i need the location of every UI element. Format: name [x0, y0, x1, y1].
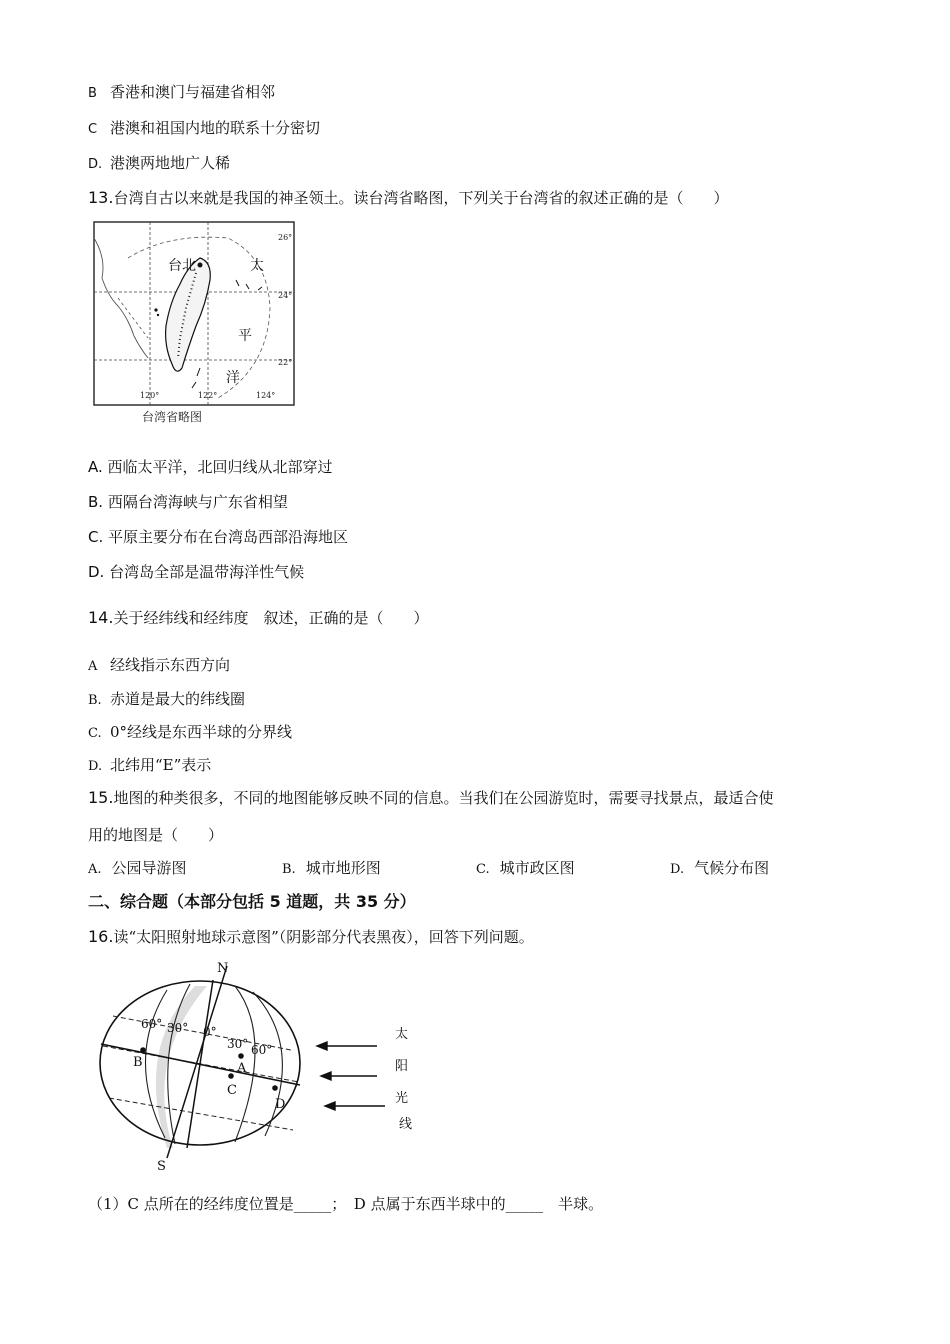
- option-text: 经线指示东西方向: [110, 656, 231, 674]
- q14-option-c: [88, 722, 292, 744]
- north-pole-label: N: [217, 961, 229, 976]
- question-text: 台湾自古以来就是我国的神圣领土。读台湾省略图，下列关于台湾省的叙述正确的是（ ）: [113, 189, 729, 207]
- option-text: 香港和澳门与福建省相邻: [110, 83, 276, 101]
- lat-label-24: 24°: [278, 291, 293, 300]
- option-text: 西临太平洋，北回归线从北部穿过: [107, 458, 333, 476]
- option-label: D.: [88, 157, 103, 172]
- map-label-tai: 太: [250, 258, 264, 274]
- q12-option-d: [88, 153, 230, 175]
- option-label: D.: [88, 563, 105, 581]
- map-label-taipei: 台北: [168, 258, 196, 274]
- degree-label-30w: 30°: [167, 1021, 189, 1035]
- q16-stem: [88, 927, 534, 947]
- point-b-label: B: [133, 1055, 143, 1070]
- sun-label-3: 光: [395, 1091, 409, 1106]
- point-c-label: C: [227, 1083, 237, 1098]
- q14-option-a: [88, 655, 230, 677]
- q15-option-b: [282, 858, 381, 880]
- option-label: C.: [476, 862, 490, 877]
- option-label: A.: [88, 862, 102, 877]
- lon-label-122: 122°: [198, 391, 218, 400]
- question-number: 16.: [88, 927, 114, 946]
- question-number: 14.: [88, 608, 114, 627]
- question-number: 15.: [88, 788, 114, 807]
- degree-label-30e: 30°: [227, 1037, 249, 1051]
- option-label: B.: [88, 493, 104, 511]
- taiwan-map: [88, 218, 303, 430]
- question-number: 13.: [88, 188, 114, 207]
- option-text: 港澳两地地广人稀: [110, 154, 231, 172]
- option-text: 赤道是最大的纬线圈: [110, 690, 246, 708]
- q14-stem: [88, 608, 428, 628]
- lat-label-26: 26°: [278, 233, 293, 242]
- lon-label-124: 124°: [256, 391, 276, 400]
- option-label: C.: [88, 528, 104, 546]
- q12-option-c: [88, 118, 320, 140]
- q14-option-d: [88, 755, 211, 777]
- option-text: 台湾岛全部是温带海洋性气候: [109, 563, 305, 581]
- south-pole-label: S: [157, 1159, 166, 1173]
- option-label: B: [88, 86, 97, 101]
- degree-label-60w: 60°: [141, 1017, 163, 1031]
- option-label: A: [88, 659, 98, 674]
- option-text: 港澳和祖国内地的联系十分密切: [110, 119, 321, 137]
- section-heading: 二、综合题（本部分包括 5 道题，共 35 分）: [88, 892, 416, 911]
- option-text: 城市政区图: [499, 859, 575, 877]
- option-label: D.: [670, 862, 685, 877]
- sun-label-2: 阳: [395, 1059, 409, 1074]
- option-text: 北纬用“E”表示: [110, 756, 212, 774]
- option-label: B.: [282, 862, 296, 877]
- degree-label-0: 0°: [203, 1025, 217, 1039]
- option-text: 0°经线是东西半球的分界线: [110, 723, 293, 741]
- option-text: 气候分布图: [694, 859, 770, 877]
- point-a-label: A: [237, 1061, 247, 1076]
- q16-sub1: （1）C 点所在的经纬度位置是_____； D 点属于东西半球中的_____ 半球。: [88, 1195, 604, 1213]
- q13-option-b: [88, 492, 288, 512]
- q15-stem-line2: [88, 825, 223, 845]
- sun-earth-diagram: [95, 958, 430, 1173]
- q15-option-d: [670, 858, 769, 880]
- map-label-yang: 洋: [226, 370, 240, 386]
- option-text: 城市地形图: [305, 859, 381, 877]
- q15-stem-line1: [88, 788, 773, 808]
- map-caption: 台湾省略图: [142, 410, 203, 424]
- option-label: B.: [88, 693, 102, 708]
- option-label: C: [88, 122, 98, 137]
- question-text-cont: 用的地图是（ ）: [88, 826, 224, 844]
- sun-label-1: 太: [395, 1027, 409, 1042]
- q15-option-a: [88, 858, 187, 880]
- q14-option-b: [88, 689, 245, 711]
- q12-option-b: [88, 82, 275, 104]
- option-label: A.: [88, 458, 103, 476]
- q13-option-a: [88, 457, 333, 477]
- option-label: C.: [88, 726, 102, 741]
- point-d-label: D: [275, 1097, 286, 1112]
- q15-option-c: [476, 858, 575, 880]
- question-text: 关于经纬线和经纬度 叙述，正确的是（ ）: [113, 609, 429, 627]
- q13-option-c: [88, 527, 348, 547]
- degree-label-60e: 60°: [251, 1043, 273, 1057]
- map-label-ping: 平: [238, 328, 252, 344]
- question-text: 读“太阳照射地球示意图”（阴影部分代表黑夜），回答下列问题。: [113, 928, 534, 946]
- question-text: 地图的种类很多，不同的地图能够反映不同的信息。当我们在公园游览时，需要寻找景点，最适合使: [113, 789, 774, 807]
- q13-option-d: [88, 562, 304, 582]
- lat-label-22: 22°: [278, 358, 293, 367]
- sun-label-4: 线: [399, 1117, 413, 1132]
- option-text: 公园导游图: [111, 859, 187, 877]
- option-text: 平原主要分布在台湾岛西部沿海地区: [108, 528, 349, 546]
- q13-stem: [88, 188, 728, 208]
- lon-label-120: 120°: [140, 391, 160, 400]
- option-text: 西隔台湾海峡与广东省相望: [107, 493, 288, 511]
- option-label: D.: [88, 759, 103, 774]
